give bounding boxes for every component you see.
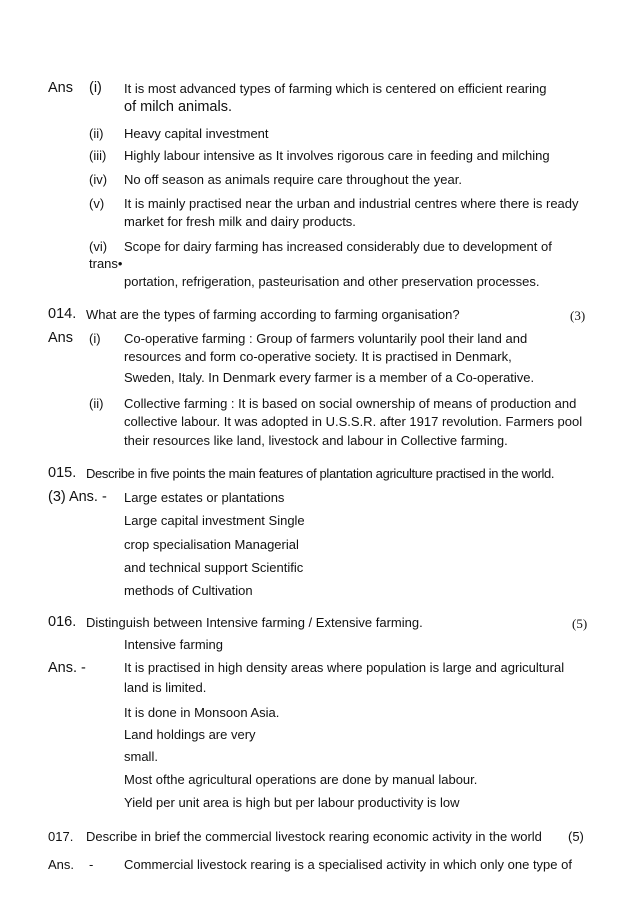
answer-label: Ans. - [48, 660, 86, 676]
question-marks: (5) [572, 616, 588, 631]
question-text: Distinguish between Intensive farming / Extensive farming. [86, 615, 423, 630]
answer-text: Co-operative farming : Group of farmers voluntarily pool their land and [124, 331, 528, 346]
answer-point: crop specialisation Managerial [124, 537, 299, 552]
answer-text: Heavy capital investment [124, 126, 269, 141]
answer-text: It is practised in high density areas where population is large and agricultural [124, 660, 565, 675]
question-marks: (3) [570, 308, 586, 323]
answer-text: Yield per unit area is high but per labour productivity is low [124, 795, 460, 810]
answer-text: market for fresh milk and dairy products. [124, 214, 356, 229]
answer-text: Land holdings are very [124, 727, 256, 742]
answer-text: their resources like land, livestock and labour in Collective farming. [124, 433, 508, 448]
question-number: 017. [48, 829, 74, 844]
answer-heading: Intensive farming [124, 637, 223, 652]
answer-text: small. [124, 749, 158, 764]
answer-text: collective labour. It was adopted in U.S.S.R. after 1917 revolution. Farmers pool [124, 414, 583, 429]
answer-label: Ans [48, 330, 73, 346]
answer-point: Large capital investment Single [124, 513, 305, 528]
answer-text: land is limited. [124, 680, 207, 695]
answer-label: Ans [48, 80, 73, 96]
point-number: (ii) [89, 396, 104, 411]
point-number: (vi) [89, 239, 108, 254]
answer-text: Scope for dairy farming has increased considerably due to development of [124, 239, 552, 254]
answer-text: resources and form co-operative society. It is practised in Denmark, [124, 349, 512, 364]
answer-text: Commercial livestock rearing is a specialised activity in which only one type of [124, 857, 572, 872]
answer-point: and technical support Scientific [124, 560, 304, 575]
answer-point: methods of Cultivation [124, 583, 253, 598]
answer-text: of milch animals. [124, 99, 232, 115]
question-marks: (5) [568, 829, 584, 844]
answer-text: It is most advanced types of farming which is centered on efficient rearing [124, 81, 547, 96]
point-number: (i) [89, 331, 101, 346]
question-number: 016. [48, 614, 77, 630]
question-text: What are the types of farming according to farming organisation? [86, 307, 460, 322]
answer-text: Collective farming : It is based on social ownership of means of production and [124, 396, 577, 411]
question-text: Describe in brief the commercial livestock rearing economic activity in the world [86, 829, 542, 844]
point-number: (iv) [89, 172, 108, 187]
point-number: (i) [89, 80, 102, 96]
answer-point: Large estates or plantations [124, 490, 285, 505]
point-number: (iii) [89, 148, 107, 163]
question-number: 014. [48, 306, 77, 322]
answer-text: trans• [89, 256, 123, 271]
answer-text: It is mainly practised near the urban and industrial centres where there is ready [124, 196, 579, 211]
answer-text: Highly labour intensive as It involves rigorous care in feeding and milching [124, 148, 550, 163]
answer-dash: - [89, 857, 94, 872]
point-number: (v) [89, 196, 105, 211]
answer-label: (3) Ans. - [48, 489, 107, 505]
answer-text: It is done in Monsoon Asia. [124, 705, 280, 720]
question-text: Describe in five points the main features of plantation agriculture practised in the world. [86, 466, 555, 481]
question-number: 015. [48, 465, 77, 481]
answer-text: No off season as animals require care throughout the year. [124, 172, 462, 187]
answer-text: Most ofthe agricultural operations are done by manual labour. [124, 772, 478, 787]
answer-text: portation, refrigeration, pasteurisation and other preservation processes. [124, 274, 540, 289]
point-number: (ii) [89, 126, 104, 141]
answer-label: Ans. [48, 857, 75, 872]
answer-text: Sweden, Italy. In Denmark every farmer is a member of a Co-operative. [124, 370, 535, 385]
